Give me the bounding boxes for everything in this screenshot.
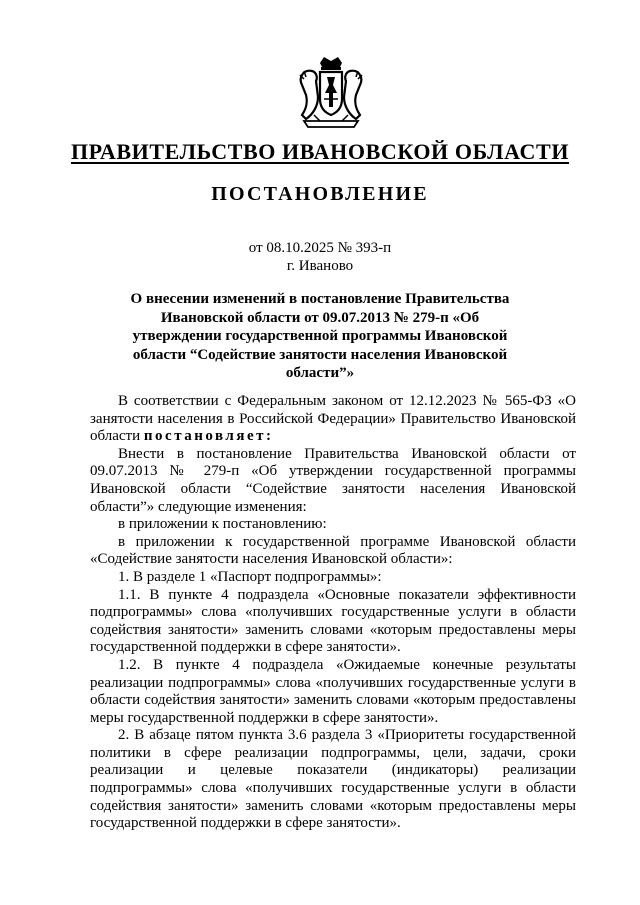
city: г. Иваново (286, 258, 354, 274)
body-paragraph (90, 393, 576, 446)
body-paragraph: 1.2. В пункте 4 подраздела «Ожидаемые конечные результаты реализации подпрограммы» слова «получивших государственные услуги в области содействия занятости» заменить словами «которым предоставлены меры государственной поддержки в сфере занятости». (90, 656, 576, 726)
body-paragraph: 1. В разделе 1 «Паспорт подпрограммы»: (118, 568, 382, 585)
body-paragraph: в приложении к государственной программе Ивановской области «Содействие занятости населения Ивановской области»: (90, 533, 576, 568)
document-subject: О внесении изменений в постановление Правительства Ивановской области от 09.07.2013 № 279-п «Об утверждении государственной программы Ивановской области “Содействие занятости населения Ивановской области”» (130, 291, 510, 381)
body-paragraph: в приложении к постановлению: (118, 516, 327, 533)
document-body (90, 393, 576, 833)
date-number: от 08.10.2025 № 393-п (248, 240, 392, 256)
resolves-text: постановляет: (143, 428, 274, 445)
document-type: ПОСТАНОВЛЕНИЕ (211, 183, 429, 205)
preamble-text: В соответствии с Федеральным законом от 12.12.2023 № 565-ФЗ «О занятости населения в Российской Федерации» Правительство Ивановской области (90, 393, 576, 445)
body-paragraph: 1.1. В пункте 4 подраздела «Основные показатели эффективности подпрограммы» слова «получивших государственные услуги в области содействия занятости» заменить словами «которым предоставлены меры государственной поддержки в сфере занятости». (90, 586, 576, 656)
government-title: ПРАВИТЕЛЬСТВО ИВАНОВСКОЙ ОБЛАСТИ (70, 139, 570, 164)
body-paragraph: Внести в постановление Правительства Ивановской области от 09.07.2013 № 279-п «Об утверждении государственной программы Ивановской области “Содействие занятости населения Ивановской области”» следующие изменения: (90, 445, 576, 515)
coat-of-arms-icon (296, 55, 366, 133)
body-paragraph: 2. В абзаце пятом пункта 3.6 раздела 3 «Приоритеты государственной политики в сфере реализации подпрограммы, цели, задачи, сроки реализации и целевые показатели (индикаторы) реализации подпрограммы» слова «получивших государственные услуги в области содействия занятости» заменить словами «которым предоставлены меры государственной поддержки в сфере занятости». (90, 727, 576, 832)
